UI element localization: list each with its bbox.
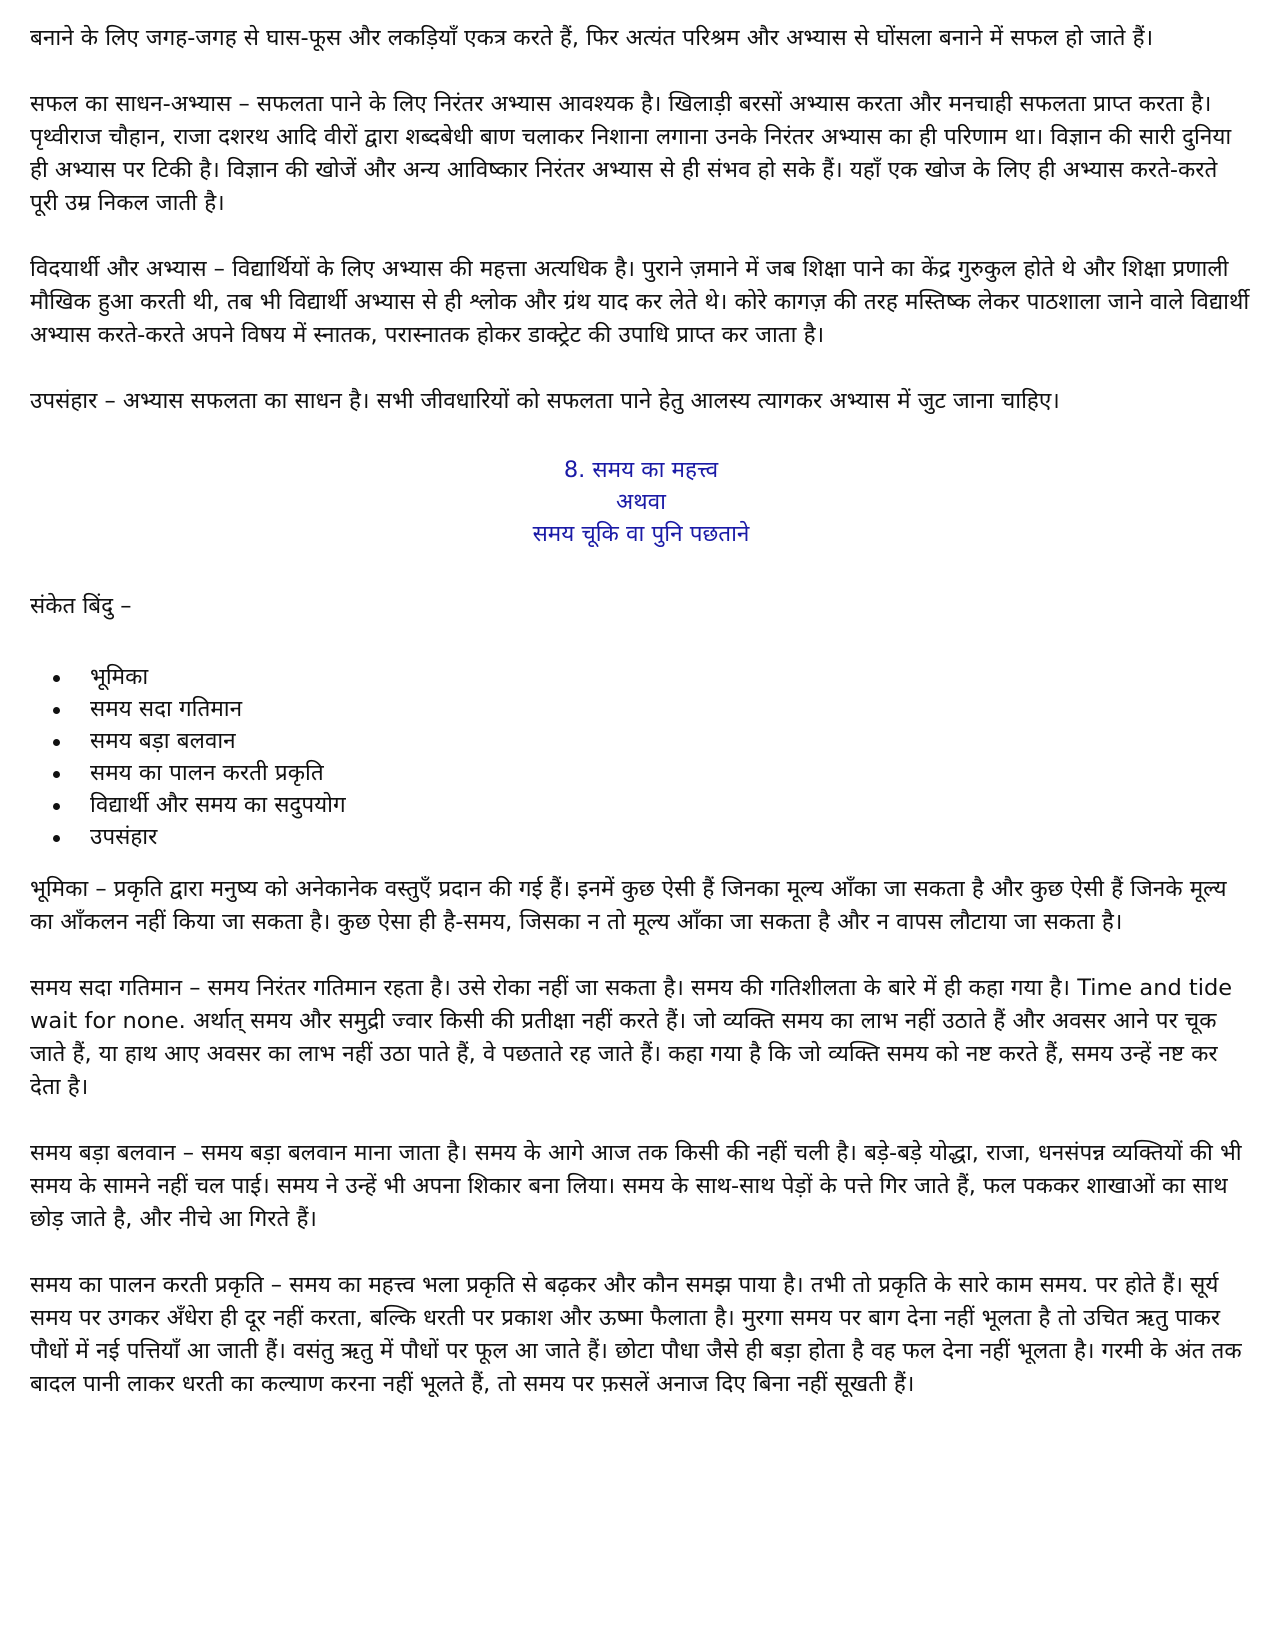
- bullet-icon: [53, 803, 60, 810]
- document-page: [30, 22, 1252, 1401]
- hint-points-list: [30, 661, 1252, 853]
- paragraph-student-practice: विदयार्थी और अभ्यास – विद्यार्थियों के लिए अभ्यास की महत्ता अत्यधिक है। पुराने ज़माने में जब शिक्षा पाने का केंद्र गुरुकुल होते थे और शिक्षा प्रणाली मौखिक हुआ करती थी, तब भी विद्यार्थी अभ्यास से ही श्लोक और ग्रंथ याद कर लेते थे। कोरे कागज़ की तरह मस्तिष्क लेकर पाठशाला जाने वाले विद्यार्थी अभ्यास करते-करते अपने विषय में स्नातक, परास्नातक होकर डाक्ट्रेट की उपाधि प्राप्त कर जाता है।: [30, 256, 1250, 348]
- paragraph-introduction: भूमिका – प्रकृति द्वारा मनुष्य को अनेकानेक वस्तुएँ प्रदान की गई हैं। इनमें कुछ ऐसी हैं जिनका मूल्य आँका जा सकता है और कुछ ऐसी हैं जिनके मूल्य का आँकलन नहीं किया जा सकता है। कुछ ऐसा ही है-समय, जिसका न तो मूल्य आँका जा सकता है और न वापस लौटाया जा सकता है।: [30, 876, 1227, 935]
- bullet-icon: [53, 771, 60, 778]
- paragraph-practice-means: सफल का साधन-अभ्यास – सफलता पाने के लिए निरंतर अभ्यास आवश्यक है। खिलाड़ी बरसों अभ्यास करता और मनचाही सफलता प्राप्त करता है। पृथ्वीराज चौहान, राजा दशरथ आदि वीरों द्वारा शब्दबेधी बाण चलाकर निशाना लगाना उनके निरंतर अभ्यास का ही परिणाम था। विज्ञान की सारी दुनिया ही अभ्यास पर टिकी है। विज्ञान की खोजें और अन्य आविष्कार निरंतर अभ्यास से ही संभव हो सके हैं। यहाँ एक खोज के लिए ही अभ्यास करते-करते पूरी उम्र निकल जाती है।: [30, 91, 1232, 216]
- paragraph-time-powerful: समय बड़ा बलवान – समय बड़ा बलवान माना जाता है। समय के आगे आज तक किसी की नहीं चली है। बड़े-बड़े योद्धा, राजा, धनसंपन्न व्यक्तियों की भी समय के सामने नहीं चल पाई। समय ने उन्हें भी अपना शिकार बना लिया। समय के साथ-साथ पेड़ों के पत्ते गिर जाते हैं, फल पककर शाखाओं का साथ छोड़ जाते है, और नीचे आ गिरते हैं।: [30, 1140, 1242, 1232]
- hint-points-label: संकेत बिंदु –: [30, 593, 132, 619]
- list-item: समय सदा गतिमान: [30, 693, 1252, 725]
- list-item: उपसंहार: [30, 821, 1252, 853]
- list-item: समय बड़ा बलवान: [30, 725, 1252, 757]
- bullet-icon: [53, 675, 60, 682]
- list-item: भूमिका: [30, 661, 1252, 693]
- paragraph-nature-follows-time: समय का पालन करती प्रकृति – समय का महत्त्व भला प्रकृति से बढ़कर और कौन समझ पाया है। तभी तो प्रकृति के सारे काम समय. पर होते हैं। सूर्य समय पर उगकर अँधेरा ही दूर नहीं करता, बल्कि धरती पर प्रकाश और ऊष्मा फैलाता है। मुरगा समय पर बाग देना नहीं भूलता है तो उचित ऋतु पाकर पौधों में नई पत्तियाँ आ जाती हैं। वसंतु ऋतु में पौधों पर फूल आ जाते हैं। छोटा पौधा जैसे ही बड़ा होता है वह फल देना नहीं भूलता है। गरमी के अंत तक बादल पानी लाकर धरती का कल्याण करना नहीं भूलते हैं, तो समय पर फ़सलें अनाज दिए बिना नहीं सूखती हैं।: [30, 1272, 1242, 1397]
- essay-title-main: 8. समय का महत्त्व: [563, 457, 719, 483]
- essay-title-alt: समय चूकि वा पुनि पछताने: [532, 521, 750, 547]
- bullet-icon: [53, 739, 60, 746]
- bullet-icon: [53, 835, 60, 842]
- paragraph-time-moving: समय सदा गतिमान – समय निरंतर गतिमान रहता है। उसे रोका नहीं जा सकता है। समय की गतिशीलता के बारे में ही कहा गया है। Time and tide wait for none. अर्थात् समय और समुद्री ज्वार किसी की प्रतीक्षा नहीं करते हैं। जो व्यक्ति समय का लाभ नहीं उठाते हैं और अवसर आने पर चूक जाते हैं, या हाथ आए अवसर का लाभ नहीं उठा पाते हैं, वे पछताते रह जाते हैं। कहा गया है कि जो व्यक्ति समय को नष्ट करते हैं, समय उन्हें नष्ट कर देता है।: [30, 975, 1233, 1100]
- essay-title-or: अथवा: [616, 489, 666, 515]
- paragraph-nest-building: बनाने के लिए जगह-जगह से घास-फूस और लकड़ियाँ एकत्र करते हैं, फिर अत्यंत परिश्रम और अभ्यास से घोंसला बनाने में सफल हो जाते हैं।: [30, 25, 1154, 51]
- essay-title: [30, 454, 1252, 550]
- list-item: समय का पालन करती प्रकृति: [30, 757, 1252, 789]
- list-item: विद्यार्थी और समय का सदुपयोग: [30, 789, 1252, 821]
- paragraph-conclusion-practice: उपसंहार – अभ्यास सफलता का साधन है। सभी जीवधारियों को सफलता पाने हेतु आलस्य त्यागकर अभ्यास में जुट जाना चाहिए।: [30, 388, 1060, 414]
- bullet-icon: [53, 707, 60, 714]
